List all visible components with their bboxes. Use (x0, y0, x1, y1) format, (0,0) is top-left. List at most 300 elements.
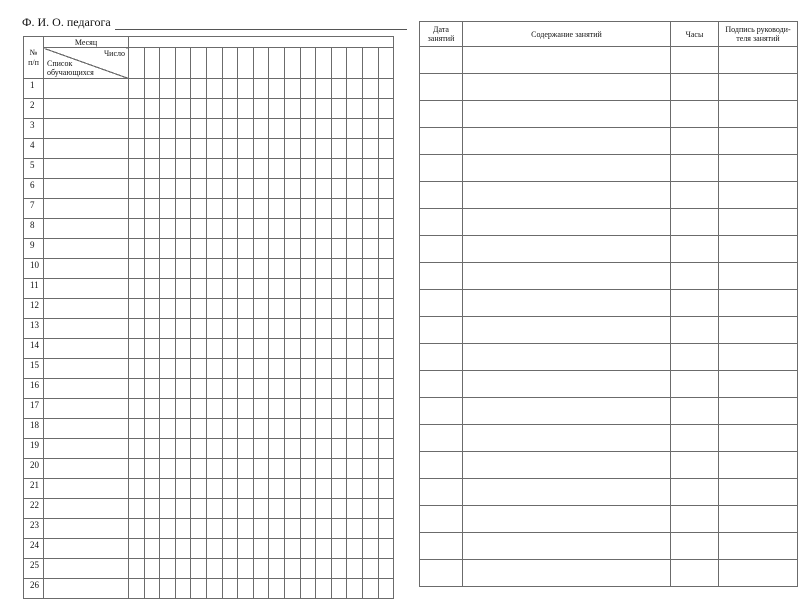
lesson-content-cell[interactable] (463, 74, 671, 101)
student-name-cell[interactable] (44, 159, 129, 179)
attendance-cell[interactable] (362, 219, 378, 239)
attendance-cell[interactable] (316, 359, 332, 379)
attendance-cell[interactable] (284, 379, 300, 399)
attendance-cell[interactable] (129, 199, 145, 219)
attendance-cell[interactable] (129, 459, 145, 479)
attendance-cell[interactable] (331, 179, 347, 199)
attendance-cell[interactable] (222, 159, 238, 179)
attendance-cell[interactable] (269, 519, 285, 539)
attendance-cell[interactable] (316, 419, 332, 439)
attendance-cell[interactable] (238, 519, 254, 539)
attendance-cell[interactable] (144, 199, 160, 219)
lesson-hours-cell[interactable] (671, 263, 719, 290)
lesson-hours-cell[interactable] (671, 101, 719, 128)
attendance-cell[interactable] (347, 479, 363, 499)
attendance-cell[interactable] (284, 419, 300, 439)
attendance-cell[interactable] (331, 339, 347, 359)
attendance-cell[interactable] (253, 399, 269, 419)
attendance-cell[interactable] (175, 499, 191, 519)
attendance-cell[interactable] (347, 179, 363, 199)
attendance-cell[interactable] (191, 559, 207, 579)
attendance-cell[interactable] (362, 559, 378, 579)
attendance-cell[interactable] (160, 79, 176, 99)
attendance-cell[interactable] (175, 279, 191, 299)
attendance-cell[interactable] (144, 339, 160, 359)
attendance-cell[interactable] (316, 199, 332, 219)
attendance-cell[interactable] (160, 399, 176, 419)
lesson-hours-cell[interactable] (671, 209, 719, 236)
attendance-cell[interactable] (206, 139, 222, 159)
lesson-signature-cell[interactable] (719, 263, 798, 290)
attendance-cell[interactable] (269, 359, 285, 379)
attendance-cell[interactable] (238, 559, 254, 579)
attendance-cell[interactable] (347, 279, 363, 299)
attendance-cell[interactable] (378, 79, 394, 99)
attendance-cell[interactable] (222, 259, 238, 279)
lesson-date-cell[interactable] (420, 74, 463, 101)
student-name-cell[interactable] (44, 219, 129, 239)
attendance-cell[interactable] (269, 459, 285, 479)
attendance-cell[interactable] (253, 439, 269, 459)
attendance-cell[interactable] (300, 539, 316, 559)
lesson-date-cell[interactable] (420, 209, 463, 236)
lesson-hours-cell[interactable] (671, 398, 719, 425)
day-header-cell[interactable] (129, 48, 145, 79)
attendance-cell[interactable] (206, 579, 222, 599)
day-header-cell[interactable] (144, 48, 160, 79)
attendance-cell[interactable] (222, 399, 238, 419)
attendance-cell[interactable] (331, 319, 347, 339)
attendance-cell[interactable] (144, 319, 160, 339)
student-name-cell[interactable] (44, 439, 129, 459)
attendance-cell[interactable] (269, 279, 285, 299)
attendance-cell[interactable] (222, 279, 238, 299)
attendance-cell[interactable] (362, 399, 378, 419)
attendance-cell[interactable] (362, 479, 378, 499)
lesson-date-cell[interactable] (420, 101, 463, 128)
attendance-cell[interactable] (269, 439, 285, 459)
attendance-cell[interactable] (222, 199, 238, 219)
attendance-cell[interactable] (144, 439, 160, 459)
attendance-cell[interactable] (378, 519, 394, 539)
attendance-cell[interactable] (222, 459, 238, 479)
attendance-cell[interactable] (238, 199, 254, 219)
attendance-cell[interactable] (300, 319, 316, 339)
attendance-cell[interactable] (300, 299, 316, 319)
attendance-cell[interactable] (347, 219, 363, 239)
attendance-cell[interactable] (129, 499, 145, 519)
attendance-cell[interactable] (191, 179, 207, 199)
attendance-cell[interactable] (331, 79, 347, 99)
attendance-cell[interactable] (316, 479, 332, 499)
attendance-cell[interactable] (206, 559, 222, 579)
attendance-cell[interactable] (222, 319, 238, 339)
attendance-cell[interactable] (253, 199, 269, 219)
student-name-cell[interactable] (44, 339, 129, 359)
attendance-cell[interactable] (284, 399, 300, 419)
attendance-cell[interactable] (238, 359, 254, 379)
attendance-cell[interactable] (331, 519, 347, 539)
attendance-cell[interactable] (253, 299, 269, 319)
attendance-cell[interactable] (175, 319, 191, 339)
attendance-cell[interactable] (331, 479, 347, 499)
attendance-cell[interactable] (362, 299, 378, 319)
attendance-cell[interactable] (206, 299, 222, 319)
attendance-cell[interactable] (206, 119, 222, 139)
attendance-cell[interactable] (378, 99, 394, 119)
attendance-cell[interactable] (175, 259, 191, 279)
attendance-cell[interactable] (347, 99, 363, 119)
attendance-cell[interactable] (175, 99, 191, 119)
attendance-cell[interactable] (222, 339, 238, 359)
attendance-cell[interactable] (206, 259, 222, 279)
attendance-cell[interactable] (175, 399, 191, 419)
attendance-cell[interactable] (222, 139, 238, 159)
attendance-cell[interactable] (160, 299, 176, 319)
attendance-cell[interactable] (253, 379, 269, 399)
lesson-date-cell[interactable] (420, 452, 463, 479)
lesson-date-cell[interactable] (420, 182, 463, 209)
attendance-cell[interactable] (347, 379, 363, 399)
attendance-cell[interactable] (238, 279, 254, 299)
attendance-cell[interactable] (238, 119, 254, 139)
lesson-content-cell[interactable] (463, 101, 671, 128)
attendance-cell[interactable] (144, 419, 160, 439)
attendance-cell[interactable] (206, 99, 222, 119)
lesson-content-cell[interactable] (463, 155, 671, 182)
attendance-cell[interactable] (238, 259, 254, 279)
lesson-content-cell[interactable] (463, 371, 671, 398)
day-header-cell[interactable] (300, 48, 316, 79)
lesson-date-cell[interactable] (420, 398, 463, 425)
attendance-cell[interactable] (206, 279, 222, 299)
lesson-content-cell[interactable] (463, 128, 671, 155)
attendance-cell[interactable] (238, 579, 254, 599)
attendance-cell[interactable] (300, 119, 316, 139)
attendance-cell[interactable] (284, 459, 300, 479)
attendance-cell[interactable] (206, 359, 222, 379)
attendance-cell[interactable] (269, 99, 285, 119)
attendance-cell[interactable] (175, 219, 191, 239)
attendance-cell[interactable] (316, 399, 332, 419)
attendance-cell[interactable] (253, 79, 269, 99)
attendance-cell[interactable] (316, 559, 332, 579)
day-header-cell[interactable] (206, 48, 222, 79)
attendance-cell[interactable] (269, 79, 285, 99)
attendance-cell[interactable] (284, 299, 300, 319)
attendance-cell[interactable] (144, 499, 160, 519)
lesson-signature-cell[interactable] (719, 452, 798, 479)
attendance-cell[interactable] (160, 319, 176, 339)
lesson-content-cell[interactable] (463, 344, 671, 371)
attendance-cell[interactable] (347, 199, 363, 219)
lesson-hours-cell[interactable] (671, 155, 719, 182)
attendance-cell[interactable] (144, 219, 160, 239)
attendance-cell[interactable] (316, 379, 332, 399)
attendance-cell[interactable] (331, 499, 347, 519)
lesson-signature-cell[interactable] (719, 533, 798, 560)
attendance-cell[interactable] (284, 479, 300, 499)
attendance-cell[interactable] (191, 299, 207, 319)
attendance-cell[interactable] (222, 99, 238, 119)
lesson-hours-cell[interactable] (671, 344, 719, 371)
attendance-cell[interactable] (160, 339, 176, 359)
day-header-cell[interactable] (378, 48, 394, 79)
attendance-cell[interactable] (316, 299, 332, 319)
attendance-cell[interactable] (300, 439, 316, 459)
attendance-cell[interactable] (160, 139, 176, 159)
attendance-cell[interactable] (129, 179, 145, 199)
attendance-cell[interactable] (238, 399, 254, 419)
attendance-cell[interactable] (129, 279, 145, 299)
attendance-cell[interactable] (191, 399, 207, 419)
attendance-cell[interactable] (206, 439, 222, 459)
attendance-cell[interactable] (284, 359, 300, 379)
attendance-cell[interactable] (175, 299, 191, 319)
attendance-cell[interactable] (378, 559, 394, 579)
attendance-cell[interactable] (238, 439, 254, 459)
attendance-cell[interactable] (175, 159, 191, 179)
attendance-cell[interactable] (191, 499, 207, 519)
attendance-cell[interactable] (253, 539, 269, 559)
lesson-signature-cell[interactable] (719, 479, 798, 506)
attendance-cell[interactable] (362, 379, 378, 399)
attendance-cell[interactable] (347, 459, 363, 479)
attendance-cell[interactable] (191, 99, 207, 119)
lesson-hours-cell[interactable] (671, 128, 719, 155)
lesson-hours-cell[interactable] (671, 506, 719, 533)
attendance-cell[interactable] (284, 219, 300, 239)
attendance-cell[interactable] (253, 499, 269, 519)
lesson-hours-cell[interactable] (671, 317, 719, 344)
student-name-cell[interactable] (44, 179, 129, 199)
attendance-cell[interactable] (284, 179, 300, 199)
attendance-cell[interactable] (191, 219, 207, 239)
student-name-cell[interactable] (44, 119, 129, 139)
lesson-signature-cell[interactable] (719, 425, 798, 452)
attendance-cell[interactable] (160, 119, 176, 139)
attendance-cell[interactable] (222, 499, 238, 519)
attendance-cell[interactable] (175, 459, 191, 479)
student-name-cell[interactable] (44, 99, 129, 119)
attendance-cell[interactable] (269, 139, 285, 159)
lesson-content-cell[interactable] (463, 290, 671, 317)
attendance-cell[interactable] (129, 139, 145, 159)
attendance-cell[interactable] (316, 219, 332, 239)
attendance-cell[interactable] (300, 99, 316, 119)
attendance-cell[interactable] (362, 539, 378, 559)
attendance-cell[interactable] (269, 499, 285, 519)
attendance-cell[interactable] (191, 279, 207, 299)
attendance-cell[interactable] (347, 239, 363, 259)
attendance-cell[interactable] (222, 419, 238, 439)
attendance-cell[interactable] (378, 459, 394, 479)
attendance-cell[interactable] (362, 79, 378, 99)
attendance-cell[interactable] (129, 479, 145, 499)
attendance-cell[interactable] (316, 99, 332, 119)
attendance-cell[interactable] (129, 239, 145, 259)
attendance-cell[interactable] (331, 299, 347, 319)
attendance-cell[interactable] (160, 499, 176, 519)
attendance-cell[interactable] (378, 419, 394, 439)
student-name-cell[interactable] (44, 139, 129, 159)
lesson-signature-cell[interactable] (719, 344, 798, 371)
attendance-cell[interactable] (269, 319, 285, 339)
attendance-cell[interactable] (362, 199, 378, 219)
attendance-cell[interactable] (316, 79, 332, 99)
attendance-cell[interactable] (284, 439, 300, 459)
attendance-cell[interactable] (362, 259, 378, 279)
attendance-cell[interactable] (206, 539, 222, 559)
lesson-date-cell[interactable] (420, 479, 463, 506)
attendance-cell[interactable] (191, 259, 207, 279)
attendance-cell[interactable] (129, 79, 145, 99)
attendance-cell[interactable] (206, 179, 222, 199)
attendance-cell[interactable] (347, 139, 363, 159)
attendance-cell[interactable] (129, 379, 145, 399)
day-header-cell[interactable] (238, 48, 254, 79)
attendance-cell[interactable] (191, 79, 207, 99)
attendance-cell[interactable] (160, 259, 176, 279)
attendance-cell[interactable] (175, 559, 191, 579)
attendance-cell[interactable] (269, 479, 285, 499)
teacher-name-blank[interactable] (115, 18, 407, 30)
attendance-cell[interactable] (160, 539, 176, 559)
day-header-cell[interactable] (160, 48, 176, 79)
attendance-cell[interactable] (160, 279, 176, 299)
attendance-cell[interactable] (269, 259, 285, 279)
attendance-cell[interactable] (362, 579, 378, 599)
attendance-cell[interactable] (222, 579, 238, 599)
attendance-cell[interactable] (300, 79, 316, 99)
attendance-cell[interactable] (206, 319, 222, 339)
attendance-cell[interactable] (300, 559, 316, 579)
attendance-cell[interactable] (347, 259, 363, 279)
attendance-cell[interactable] (191, 339, 207, 359)
month-cell[interactable] (129, 37, 394, 48)
attendance-cell[interactable] (222, 479, 238, 499)
attendance-cell[interactable] (347, 339, 363, 359)
attendance-cell[interactable] (175, 479, 191, 499)
attendance-cell[interactable] (160, 419, 176, 439)
attendance-cell[interactable] (160, 519, 176, 539)
attendance-cell[interactable] (144, 159, 160, 179)
attendance-cell[interactable] (253, 179, 269, 199)
attendance-cell[interactable] (347, 79, 363, 99)
attendance-cell[interactable] (362, 119, 378, 139)
attendance-cell[interactable] (331, 379, 347, 399)
student-name-cell[interactable] (44, 359, 129, 379)
attendance-cell[interactable] (129, 219, 145, 239)
attendance-cell[interactable] (191, 139, 207, 159)
attendance-cell[interactable] (175, 79, 191, 99)
attendance-cell[interactable] (362, 279, 378, 299)
attendance-cell[interactable] (316, 259, 332, 279)
attendance-cell[interactable] (269, 239, 285, 259)
attendance-cell[interactable] (175, 579, 191, 599)
attendance-cell[interactable] (362, 179, 378, 199)
attendance-cell[interactable] (316, 519, 332, 539)
attendance-cell[interactable] (129, 579, 145, 599)
day-header-cell[interactable] (175, 48, 191, 79)
attendance-cell[interactable] (175, 339, 191, 359)
attendance-cell[interactable] (160, 459, 176, 479)
attendance-cell[interactable] (160, 179, 176, 199)
attendance-cell[interactable] (331, 99, 347, 119)
lesson-hours-cell[interactable] (671, 479, 719, 506)
lesson-content-cell[interactable] (463, 425, 671, 452)
day-header-cell[interactable] (316, 48, 332, 79)
lesson-content-cell[interactable] (463, 263, 671, 290)
lesson-date-cell[interactable] (420, 290, 463, 317)
attendance-cell[interactable] (269, 179, 285, 199)
attendance-cell[interactable] (378, 159, 394, 179)
attendance-cell[interactable] (269, 539, 285, 559)
lesson-content-cell[interactable] (463, 317, 671, 344)
attendance-cell[interactable] (378, 259, 394, 279)
attendance-cell[interactable] (284, 239, 300, 259)
lesson-signature-cell[interactable] (719, 128, 798, 155)
lesson-signature-cell[interactable] (719, 155, 798, 182)
attendance-cell[interactable] (300, 519, 316, 539)
attendance-cell[interactable] (253, 139, 269, 159)
student-name-cell[interactable] (44, 579, 129, 599)
attendance-cell[interactable] (144, 399, 160, 419)
attendance-cell[interactable] (175, 199, 191, 219)
attendance-cell[interactable] (300, 399, 316, 419)
lesson-signature-cell[interactable] (719, 47, 798, 74)
attendance-cell[interactable] (253, 419, 269, 439)
attendance-cell[interactable] (253, 479, 269, 499)
attendance-cell[interactable] (160, 439, 176, 459)
attendance-cell[interactable] (129, 99, 145, 119)
lesson-content-cell[interactable] (463, 398, 671, 425)
attendance-cell[interactable] (316, 319, 332, 339)
attendance-cell[interactable] (284, 139, 300, 159)
lesson-signature-cell[interactable] (719, 371, 798, 398)
attendance-cell[interactable] (238, 479, 254, 499)
attendance-cell[interactable] (331, 139, 347, 159)
attendance-cell[interactable] (316, 439, 332, 459)
attendance-cell[interactable] (284, 79, 300, 99)
lesson-hours-cell[interactable] (671, 182, 719, 209)
attendance-cell[interactable] (331, 159, 347, 179)
attendance-cell[interactable] (300, 419, 316, 439)
attendance-cell[interactable] (144, 559, 160, 579)
attendance-cell[interactable] (347, 519, 363, 539)
attendance-cell[interactable] (284, 199, 300, 219)
attendance-cell[interactable] (331, 219, 347, 239)
lesson-content-cell[interactable] (463, 209, 671, 236)
day-header-cell[interactable] (347, 48, 363, 79)
attendance-cell[interactable] (378, 479, 394, 499)
attendance-cell[interactable] (206, 219, 222, 239)
attendance-cell[interactable] (144, 179, 160, 199)
attendance-cell[interactable] (222, 359, 238, 379)
attendance-cell[interactable] (238, 219, 254, 239)
attendance-cell[interactable] (378, 219, 394, 239)
attendance-cell[interactable] (331, 259, 347, 279)
lesson-content-cell[interactable] (463, 479, 671, 506)
day-header-cell[interactable] (362, 48, 378, 79)
lesson-hours-cell[interactable] (671, 74, 719, 101)
attendance-cell[interactable] (253, 559, 269, 579)
attendance-cell[interactable] (378, 139, 394, 159)
attendance-cell[interactable] (253, 159, 269, 179)
student-name-cell[interactable] (44, 419, 129, 439)
attendance-cell[interactable] (347, 299, 363, 319)
attendance-cell[interactable] (175, 179, 191, 199)
